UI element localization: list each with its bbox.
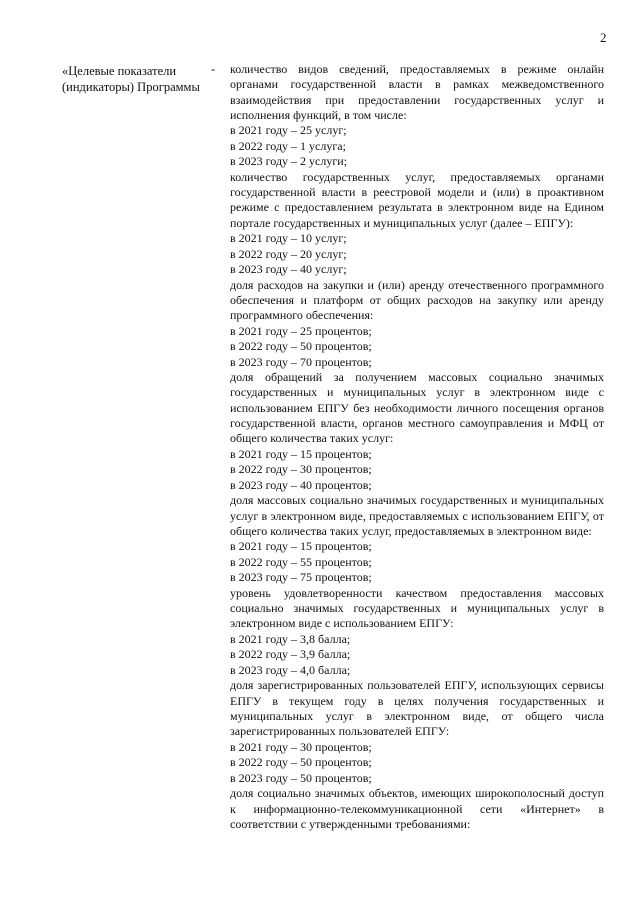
indicator-value: в 2021 году – 10 услуг; [230, 231, 347, 246]
indicator-value: в 2023 году – 2 услуги; [230, 154, 348, 169]
indicator-value: в 2022 году – 30 процентов; [230, 462, 372, 477]
indicator-value: в 2023 году – 50 процентов; [230, 770, 372, 785]
indicator-value: в 2023 году – 40 процентов; [230, 477, 372, 492]
indicator-value: в 2021 году – 15 процентов; [230, 539, 372, 554]
indicator-description: доля социально значимых объектов, имеющих широкополосный доступ к информационно-телекоммуникационной сети «Интернет» в соответствии с утвержденными требованиями: [230, 786, 604, 831]
indicator-value: в 2021 году – 25 процентов; [230, 323, 372, 338]
indicator-value: в 2021 году – 3,8 балла; [230, 631, 351, 646]
indicator-value: в 2023 году – 75 процентов; [230, 570, 372, 585]
indicator-value: в 2022 году – 1 услуга; [230, 138, 346, 153]
indicator-description: количество видов сведений, предоставляемых в режиме онлайн органами государственной власти в рамках межведомственного взаимодействия при предоставлении государственных услуг и исполнения функций, в том числе: [230, 62, 604, 122]
indicator-value: в 2021 году – 25 услуг; [230, 123, 347, 138]
indicator-value: в 2022 году – 50 процентов; [230, 755, 372, 770]
indicator-value: в 2023 году – 40 услуг; [230, 262, 347, 277]
indicator-description: доля расходов на закупки и (или) аренду отечественного программного обеспечения и платформ от общих расходов на закупку или аренду программного обеспечения: [230, 277, 604, 323]
indicators-list [230, 62, 604, 832]
indicator-value: в 2021 году – 15 процентов; [230, 446, 372, 461]
indicator-description: количество государственных услуг, предоставляемых органами государственной власти в реестровой модели и (или) в проактивном режиме с предоставлением результата в электронном виде на Едином портале государственных и муниципальных услуг (далее – ЕПГУ): [230, 169, 604, 230]
section-label: «Целевые показатели (индикаторы) Программы [62, 64, 200, 94]
indicator-description: доля массовых социально значимых государственных и муниципальных услуг в электронном виде, предоставляемых с использованием ЕПГУ, от общего количества таких услуг, предоставляемых в электронном виде: [230, 493, 604, 538]
page-number: 2 [600, 30, 607, 45]
indicator-value: в 2022 году – 55 процентов; [230, 554, 372, 569]
indicator-value: в 2021 году – 30 процентов; [230, 739, 372, 754]
indicator-value: в 2022 году – 50 процентов; [230, 339, 372, 354]
indicator-value: в 2023 году – 70 процентов; [230, 354, 372, 369]
indicator-value: в 2022 году – 20 услуг; [230, 246, 347, 261]
indicator-description: уровень удовлетворенности качеством предоставления массовых социально значимых государственных и муниципальных услуг в электронном виде с использованием ЕПГУ: [230, 585, 604, 631]
indicator-description: доля зарегистрированных пользователей ЕПГУ, использующих сервисы ЕПГУ в текущем году в целях получения государственных и муниципальных услуг в электронном виде, от общего числа зарегистрированных пользователей ЕПГУ: [230, 678, 604, 739]
indicator-value: в 2023 году – 4,0 балла; [230, 662, 351, 677]
separator-dash: - [211, 62, 216, 76]
indicator-description: доля обращений за получением массовых социально значимых государственных и муниципальных услуг в электронном виде с использованием ЕПГУ без необходимости личного посещения органов государственной власти, органов местного самоуправления и МФЦ от общего количества таких услуг: [230, 370, 604, 446]
indicator-value: в 2022 году – 3,9 балла; [230, 647, 351, 662]
